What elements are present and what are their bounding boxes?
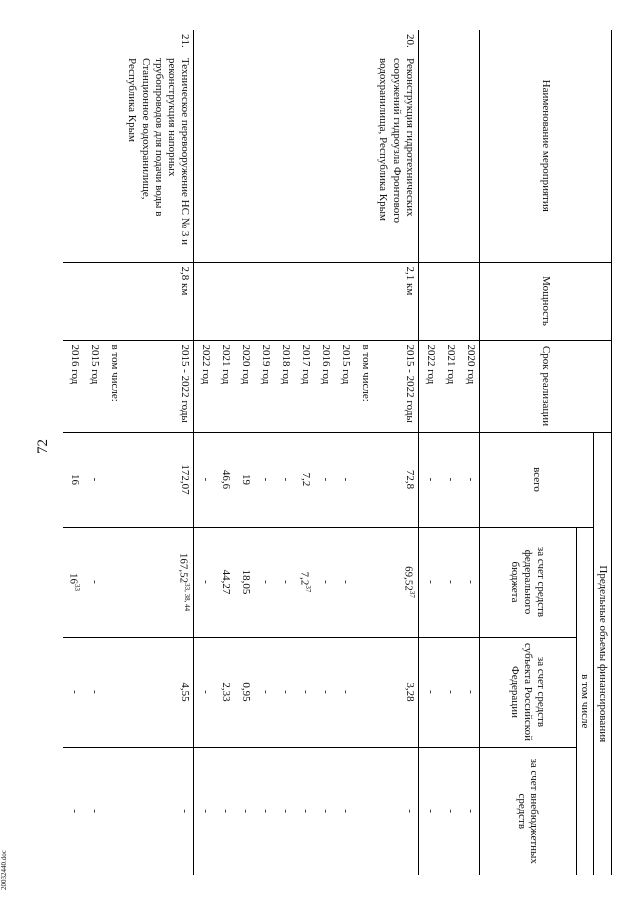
period-value: 2016 год xyxy=(320,344,333,385)
total-value: - xyxy=(280,477,293,482)
federal-value: - xyxy=(260,580,273,584)
total-cell xyxy=(334,432,354,527)
regional-value: 0,95 xyxy=(240,682,253,702)
capacity-cell xyxy=(314,262,334,340)
federal-value: - xyxy=(464,580,477,584)
extrabudget-cell xyxy=(83,747,103,875)
total-cell xyxy=(459,432,480,527)
table-row xyxy=(254,30,274,875)
table-row xyxy=(194,30,215,875)
federal-value: 7,2 xyxy=(298,571,311,586)
period-cell xyxy=(418,340,439,432)
capacity-cell xyxy=(123,262,193,340)
federal-cell xyxy=(123,527,193,637)
extrabudget-cell xyxy=(214,747,234,875)
capacity-cell xyxy=(254,262,274,340)
table-row xyxy=(234,30,254,875)
period-value: 2017 год xyxy=(300,344,313,385)
header-including: в том числе xyxy=(576,527,594,875)
header-federal: за счет средств федерального бюджета xyxy=(479,527,576,637)
footnote-ref: 33, 38, 44 xyxy=(183,583,192,612)
total-cell xyxy=(214,432,234,527)
extrabudget-value: - xyxy=(403,809,416,814)
capacity-value: 2,1 км xyxy=(403,266,416,296)
regional-value: - xyxy=(280,690,293,694)
extrabudget-cell xyxy=(439,747,459,875)
extrabudget-value: - xyxy=(444,809,457,814)
extrabudget-value: - xyxy=(179,809,192,814)
total-value: - xyxy=(260,477,273,482)
table-body xyxy=(63,30,479,875)
total-value: - xyxy=(444,477,457,482)
federal-cell xyxy=(254,527,274,637)
total-value: - xyxy=(89,477,102,482)
capacity-cell xyxy=(103,262,123,340)
capacity-cell xyxy=(234,262,254,340)
extrabudget-value: - xyxy=(320,809,333,814)
table-row xyxy=(314,30,334,875)
regional-value: - xyxy=(89,690,102,694)
total-value: 72,8 xyxy=(403,469,416,490)
table-header xyxy=(479,30,611,875)
regional-value: 2,33 xyxy=(220,682,233,702)
capacity-cell xyxy=(63,262,83,340)
extrabudget-value: - xyxy=(280,809,293,814)
regional-value: - xyxy=(260,690,273,694)
total-value: - xyxy=(200,477,213,482)
period-value: 2022 год xyxy=(424,344,437,385)
capacity-cell xyxy=(334,262,354,340)
name-cell xyxy=(294,30,314,262)
extrabudget-cell xyxy=(194,747,215,875)
capacity-cell xyxy=(354,262,374,340)
federal-cell xyxy=(274,527,294,637)
extrabudget-cell xyxy=(234,747,254,875)
capacity-value: 2,8 км xyxy=(179,266,192,296)
row-number: 21. xyxy=(179,34,192,48)
total-cell xyxy=(439,432,459,527)
name-cell xyxy=(214,30,234,262)
period-value: 2015 год xyxy=(89,344,102,385)
total-value: - xyxy=(320,477,333,482)
period-value: 2020 год xyxy=(464,344,477,385)
footer-doc-id: 20032440.doc xyxy=(0,850,8,890)
extrabudget-cell xyxy=(123,747,193,875)
total-cell xyxy=(314,432,334,527)
period-value: 2018 год xyxy=(280,344,293,385)
extrabudget-value: - xyxy=(89,809,102,814)
total-value: 46,6 xyxy=(220,469,233,490)
total-value: - xyxy=(340,477,353,482)
federal-cell xyxy=(439,527,459,637)
regional-cell xyxy=(334,637,354,747)
period-cell xyxy=(83,340,103,432)
header-name: Наименование мероприятия xyxy=(479,30,611,262)
regional-cell xyxy=(194,637,215,747)
table-row xyxy=(334,30,354,875)
period-value: 2019 год xyxy=(260,344,273,385)
period-value: 2020 год xyxy=(240,344,253,385)
period-value: 2015 год xyxy=(340,344,353,385)
period-cell xyxy=(194,340,215,432)
federal-value: - xyxy=(280,580,293,584)
regional-value: 4,55 xyxy=(179,682,192,702)
regional-cell xyxy=(294,637,314,747)
federal-cell xyxy=(459,527,480,637)
period-value: 2022 год xyxy=(200,344,213,385)
total-value: 16 xyxy=(69,474,82,485)
table-row xyxy=(374,30,418,875)
total-value: 172,07 xyxy=(179,464,192,495)
name-cell xyxy=(274,30,294,262)
regional-value: - xyxy=(320,690,333,694)
name-cell xyxy=(439,30,459,262)
federal-value: 18,05 xyxy=(240,569,253,595)
capacity-cell xyxy=(194,262,215,340)
total-cell xyxy=(123,432,193,527)
table-row xyxy=(459,30,480,875)
federal-cell xyxy=(234,527,254,637)
federal-value: - xyxy=(444,580,457,584)
regional-value: - xyxy=(69,690,82,694)
extrabudget-value: - xyxy=(200,809,213,814)
total-value: 7,2 xyxy=(300,472,313,487)
federal-cell xyxy=(83,527,103,637)
regional-cell xyxy=(418,637,439,747)
period-value: 2016 год xyxy=(69,344,82,385)
period-value: 2015 - 2022 годы xyxy=(403,344,416,423)
name-cell xyxy=(418,30,439,262)
extrabudget-cell xyxy=(459,747,480,875)
extrabudget-value: - xyxy=(240,809,253,814)
period-cell xyxy=(254,340,274,432)
capacity-cell xyxy=(83,262,103,340)
extrabudget-cell xyxy=(314,747,334,875)
regional-value: - xyxy=(424,690,437,694)
table-row xyxy=(63,30,83,875)
name-cell xyxy=(354,30,374,262)
period-cell xyxy=(123,340,193,432)
name-cell xyxy=(334,30,354,262)
rotated-table-container xyxy=(37,30,612,875)
federal-value: - xyxy=(200,580,213,584)
name-cell xyxy=(194,30,215,262)
regional-value: - xyxy=(464,690,477,694)
period-value: 2015 - 2022 годы xyxy=(179,344,192,423)
row-number: 20. xyxy=(403,34,416,48)
federal-cell xyxy=(214,527,234,637)
regional-cell xyxy=(439,637,459,747)
regional-cell xyxy=(254,637,274,747)
total-cell xyxy=(63,432,83,527)
total-value: - xyxy=(464,477,477,482)
measure-name: Реконструкция гидротехнических сооружений гидроузла Фронтового водохранилища, Республика Крым xyxy=(377,58,416,223)
page-number: 72 xyxy=(35,439,51,454)
federal-value: - xyxy=(320,580,333,584)
federal-cell xyxy=(354,527,374,637)
table-row xyxy=(274,30,294,875)
period-cell xyxy=(314,340,334,432)
period-value: в том числе: xyxy=(109,344,122,402)
extrabudget-value: - xyxy=(300,809,313,814)
total-cell xyxy=(234,432,254,527)
capacity-cell xyxy=(214,262,234,340)
name-cell xyxy=(123,30,193,262)
period-cell xyxy=(63,340,83,432)
funding-table xyxy=(63,30,612,875)
capacity-cell xyxy=(418,262,439,340)
regional-cell xyxy=(374,637,418,747)
federal-value: - xyxy=(340,580,353,584)
header-extrabudget: за счет внебюджетных средств xyxy=(479,747,576,875)
period-cell xyxy=(439,340,459,432)
federal-value: 69,52 xyxy=(402,566,415,591)
federal-value: - xyxy=(424,580,437,584)
header-funding: Предельные объемы финансирования xyxy=(594,432,612,875)
federal-cell xyxy=(194,527,215,637)
period-cell xyxy=(459,340,480,432)
federal-cell xyxy=(63,527,83,637)
period-cell xyxy=(234,340,254,432)
federal-cell xyxy=(314,527,334,637)
federal-cell xyxy=(374,527,418,637)
total-cell xyxy=(274,432,294,527)
federal-cell xyxy=(103,527,123,637)
name-cell xyxy=(254,30,274,262)
regional-cell xyxy=(234,637,254,747)
extrabudget-value: - xyxy=(464,809,477,814)
federal-value: 44,27 xyxy=(220,569,233,595)
period-cell xyxy=(374,340,418,432)
extrabudget-cell xyxy=(294,747,314,875)
regional-cell xyxy=(103,637,123,747)
header-total: всего xyxy=(479,432,594,527)
total-value: 19 xyxy=(240,474,253,485)
total-cell xyxy=(418,432,439,527)
period-cell xyxy=(103,340,123,432)
period-cell xyxy=(214,340,234,432)
extrabudget-value: - xyxy=(424,809,437,814)
name-cell xyxy=(103,30,123,262)
federal-cell xyxy=(334,527,354,637)
period-value: в том числе: xyxy=(360,344,373,402)
total-cell xyxy=(194,432,215,527)
regional-cell xyxy=(459,637,480,747)
extrabudget-cell xyxy=(418,747,439,875)
capacity-cell xyxy=(459,262,480,340)
table-row xyxy=(354,30,374,875)
total-cell xyxy=(103,432,123,527)
footnote-ref: 37 xyxy=(304,585,313,593)
period-cell xyxy=(274,340,294,432)
name-cell xyxy=(374,30,418,262)
capacity-cell xyxy=(274,262,294,340)
total-cell xyxy=(354,432,374,527)
table-row xyxy=(214,30,234,875)
header-period: Срок реализации xyxy=(479,340,611,432)
total-cell xyxy=(374,432,418,527)
total-cell xyxy=(294,432,314,527)
extrabudget-cell xyxy=(274,747,294,875)
table-row xyxy=(294,30,314,875)
table-row xyxy=(418,30,439,875)
table-row xyxy=(439,30,459,875)
extrabudget-value: - xyxy=(340,809,353,814)
extrabudget-cell xyxy=(354,747,374,875)
regional-cell xyxy=(314,637,334,747)
federal-value: 16 xyxy=(67,573,80,584)
extrabudget-cell xyxy=(254,747,274,875)
federal-cell xyxy=(418,527,439,637)
period-cell xyxy=(294,340,314,432)
period-cell xyxy=(354,340,374,432)
name-cell xyxy=(314,30,334,262)
regional-cell xyxy=(63,637,83,747)
name-cell xyxy=(83,30,103,262)
name-cell xyxy=(234,30,254,262)
footnote-ref: 33 xyxy=(73,584,82,591)
regional-cell xyxy=(214,637,234,747)
extrabudget-cell xyxy=(103,747,123,875)
federal-value: 167,52 xyxy=(177,552,190,584)
extrabudget-value: - xyxy=(69,809,82,814)
capacity-cell xyxy=(294,262,314,340)
extrabudget-value: - xyxy=(260,809,273,814)
capacity-cell xyxy=(439,262,459,340)
regional-value: 3,28 xyxy=(403,682,416,702)
extrabudget-cell xyxy=(374,747,418,875)
regional-cell xyxy=(274,637,294,747)
total-cell xyxy=(83,432,103,527)
federal-cell xyxy=(294,527,314,637)
name-cell xyxy=(459,30,480,262)
period-cell xyxy=(334,340,354,432)
extrabudget-cell xyxy=(334,747,354,875)
total-value: - xyxy=(424,477,437,482)
name-cell xyxy=(63,30,83,262)
regional-value: - xyxy=(444,690,457,694)
extrabudget-value: - xyxy=(220,809,233,814)
regional-value: - xyxy=(200,690,213,694)
regional-cell xyxy=(354,637,374,747)
table-row xyxy=(123,30,193,875)
table-row xyxy=(103,30,123,875)
regional-value: - xyxy=(340,690,353,694)
total-cell xyxy=(254,432,274,527)
regional-cell xyxy=(123,637,193,747)
header-capacity: Мощность xyxy=(479,262,611,340)
header-regional: за счет средств субъекта Российской Федерации xyxy=(479,637,576,747)
measure-name: Техническое перевооружение НС № 3 и реконструкция напорных трубопроводов для подачи воды в Станционное водохранилище, Республика Крым xyxy=(126,58,192,246)
period-value: 2021 год xyxy=(220,344,233,385)
capacity-cell xyxy=(374,262,418,340)
extrabudget-cell xyxy=(63,747,83,875)
regional-cell xyxy=(83,637,103,747)
regional-value: - xyxy=(300,690,313,694)
table-row xyxy=(83,30,103,875)
federal-value: - xyxy=(89,580,102,584)
footnote-ref: 37 xyxy=(407,590,416,598)
period-value: 2021 год xyxy=(444,344,457,385)
